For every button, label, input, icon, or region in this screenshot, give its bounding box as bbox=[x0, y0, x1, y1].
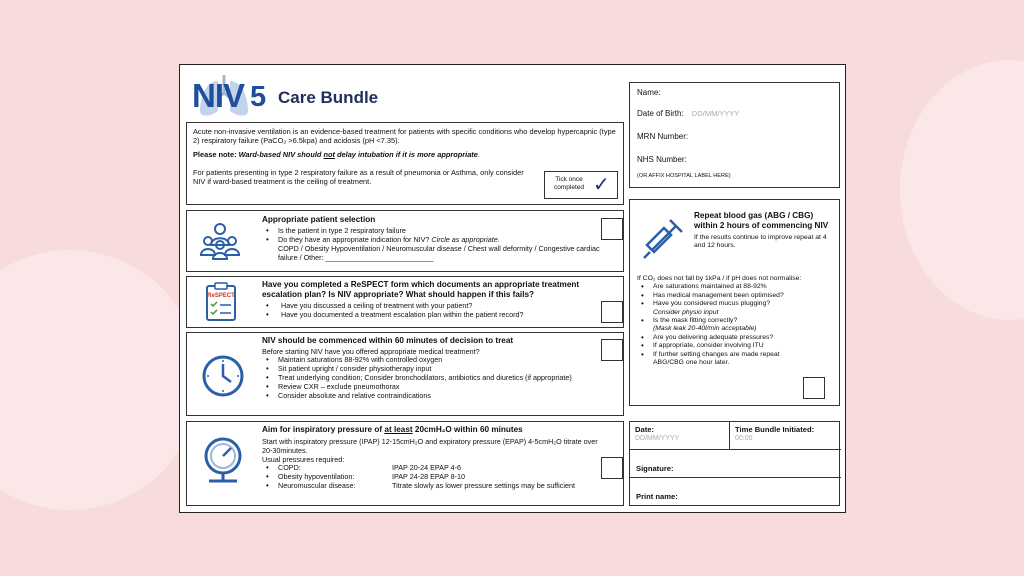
list-item: • If appropriate, consider involving ITU bbox=[637, 342, 807, 350]
intro-note: Please note: Ward-based NIV should not delay intubation if it is more appropriate. bbox=[193, 150, 480, 160]
respect-title: Have you completed a ReSPECT form which documents an appropriate treatment escalation plan? Is NIV appropriate? What should happen if this fails? bbox=[262, 280, 580, 299]
co2-condition: If CO₂ does not fall by 1kPa / if pH does not normalise: bbox=[637, 275, 802, 282]
page-title: Care Bundle bbox=[278, 88, 379, 107]
logo-niv-text: NIV bbox=[192, 77, 245, 114]
list-item: • Have you documented a treatment escalation plan within the patient record? bbox=[262, 311, 612, 320]
selection-checkbox[interactable] bbox=[601, 218, 623, 240]
list-item: • If further setting changes are made repeat ABG/CBG one hour later. bbox=[637, 351, 807, 368]
print-name-field[interactable]: Print name: bbox=[636, 492, 678, 501]
intro-paragraph: Acute non-invasive ventilation is an evidence-based treatment for patients with specific conditions who develop hypercapnic (type 2) respiratory failure (PaCO₂ >6.5kpa) and acidosis (pH <7.35). bbox=[193, 127, 616, 146]
list-item: • Are saturations maintained at 88-92% bbox=[637, 283, 807, 291]
section-patient-selection bbox=[186, 210, 624, 272]
signoff-box bbox=[629, 421, 840, 506]
dob-placeholder: DD/MM/YYYY bbox=[691, 109, 740, 118]
indication-options[interactable]: COPD / Obesity Hypoventilation / Neuromuscular disease / Chest wall deformity / Congestive cardiac failure / Other: ___________________________ bbox=[278, 243, 600, 262]
section-blood-gas bbox=[629, 199, 840, 406]
pressure-checkbox[interactable] bbox=[601, 457, 623, 479]
pressure-usual-label: Usual pressures required: bbox=[262, 455, 345, 464]
care-bundle-form bbox=[179, 64, 846, 513]
list-item: • Consider absolute and relative contraindications bbox=[262, 392, 622, 401]
time-placeholder: 00:00 bbox=[735, 435, 753, 442]
niv-logo bbox=[190, 73, 390, 123]
selection-title: Appropriate patient selection bbox=[262, 215, 376, 224]
timing-title: NIV should be commenced within 60 minutes of decision to treat bbox=[262, 336, 514, 345]
respect-form-icon bbox=[205, 282, 237, 322]
patient-details-box bbox=[629, 82, 840, 188]
pressure-row: • Obesity hypoventilation: IPAP 24-28 EPAP 8-10 bbox=[262, 473, 622, 482]
list-item: • Sit patient upright / consider physiotherapy input bbox=[262, 365, 622, 374]
intro-box bbox=[186, 122, 624, 205]
affix-label-note: (OR AFFIX HOSPITAL LABEL HERE) bbox=[637, 173, 731, 179]
section-timing bbox=[186, 332, 624, 416]
list-item: • Has medical management been optimised? bbox=[637, 292, 807, 300]
pneumonia-paragraph: For patients presenting in type 2 respiratory failure as a result of pneumonia or Asthma, only consider NIV if ward-based treatment is the ceiling of treatment. bbox=[193, 167, 524, 186]
people-icon bbox=[199, 221, 241, 261]
list-item: • Do they have an appropriate indication for NIV? Circle as appropriate. bbox=[262, 236, 602, 245]
list-item: • Review CXR – exclude pneumothorax bbox=[262, 383, 622, 392]
pressure-title: Aim for inspiratory pressure of at least 20cmH₂O within 60 minutes bbox=[262, 425, 523, 434]
patient-name-field[interactable]: Name: bbox=[637, 88, 661, 97]
blood-gas-title: Repeat blood gas (ABG / CBG) within 2 hours of commencing NIV bbox=[694, 211, 829, 230]
pressure-gauge-icon bbox=[201, 436, 245, 486]
list-item: • Treat underlying condition; Consider bronchodilators, antibiotics and diuretics (if appropriate) bbox=[262, 374, 622, 383]
list-item: • Is the mask fitting correctly? (Mask leak 20-40l/min acceptable) bbox=[637, 317, 807, 334]
background-blob bbox=[0, 250, 200, 510]
clock-icon bbox=[201, 354, 245, 398]
date-placeholder: DD/MM/YYYY bbox=[635, 435, 680, 442]
tick-legend: Tick once completed ✓ bbox=[544, 171, 618, 199]
section-respect bbox=[186, 276, 624, 328]
time-field[interactable]: Time Bundle Initiated: 00:00 bbox=[730, 422, 841, 450]
dob-field[interactable]: Date of Birth: DD/MM/YYYY bbox=[637, 109, 740, 118]
svg-text:ReSPECT: ReSPECT bbox=[207, 293, 235, 299]
list-item: • Is the patient in type 2 respiratory failure bbox=[262, 227, 602, 236]
pressure-row: • Neuromuscular disease: Titrate slowly as lower pressure settings may be sufficient bbox=[262, 482, 622, 491]
nhs-field[interactable]: NHS Number: bbox=[637, 155, 687, 164]
timing-checkbox[interactable] bbox=[601, 339, 623, 361]
date-field[interactable]: Date: DD/MM/YYYY bbox=[630, 422, 730, 450]
list-item: • Are you delivering adequate pressures? bbox=[637, 334, 807, 342]
tick-icon: ✓ bbox=[593, 174, 610, 196]
list-item: • Have you considered mucus plugging? Consider physio input bbox=[637, 300, 807, 317]
list-item: • Maintain saturations 88-92% with controlled oxygen bbox=[262, 356, 622, 365]
syringe-icon bbox=[640, 214, 688, 262]
mrn-field[interactable]: MRN Number: bbox=[637, 132, 689, 141]
background-blob bbox=[900, 60, 1024, 320]
blood-gas-checkbox[interactable] bbox=[803, 377, 825, 399]
list-item: • Have you discussed a ceiling of treatment with your patient? bbox=[262, 302, 612, 311]
pressure-row: • COPD: IPAP 20-24 EPAP 4-6 bbox=[262, 464, 622, 473]
timing-intro: Before starting NIV have you offered appropriate medical treatment? bbox=[262, 347, 480, 356]
signature-field[interactable]: Signature: bbox=[630, 450, 841, 478]
blood-gas-sub: If the results continue to improve repeat at 4 and 12 hours. bbox=[694, 234, 827, 250]
section-pressure bbox=[186, 421, 624, 506]
logo-number: 5 bbox=[250, 81, 267, 113]
pressure-intro: Start with inspiratory pressure (IPAP) 12-15cmH₂O and expiratory pressure (EPAP) 4-5cmH₂O titrate over 20-30minutes. bbox=[262, 437, 598, 455]
respect-checkbox[interactable] bbox=[601, 301, 623, 323]
